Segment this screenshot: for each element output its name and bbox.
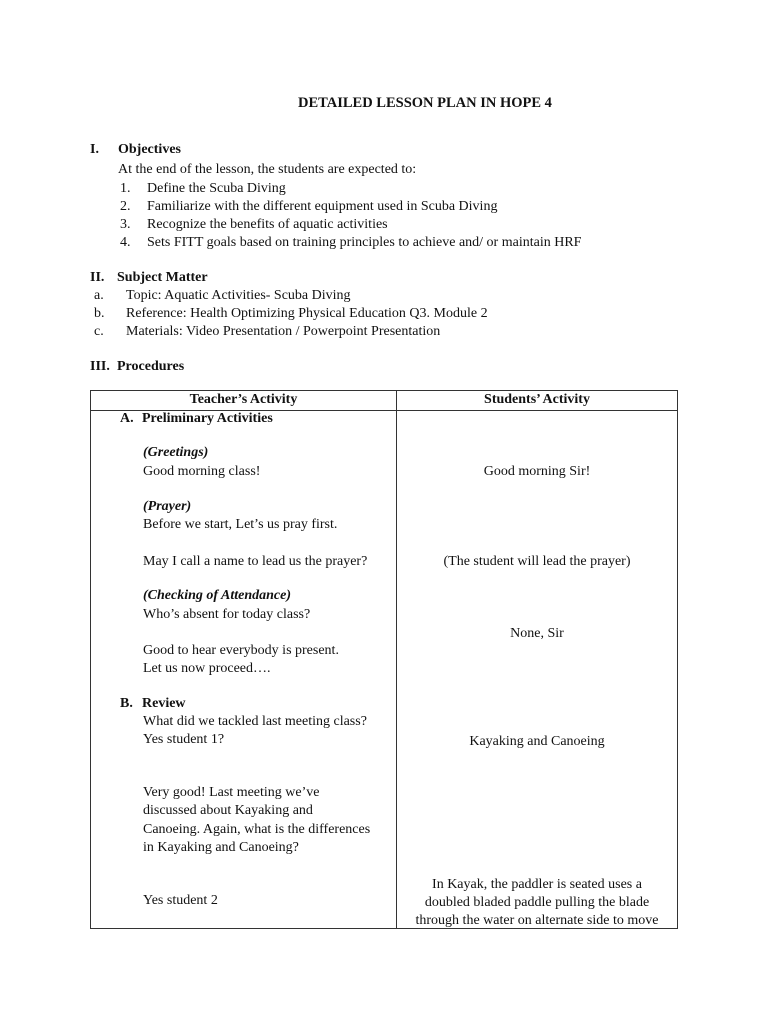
students-activity-header: Students’ Activity: [484, 392, 590, 407]
prayer-label: (Prayer): [143, 499, 192, 514]
prayer-teacher-line: Before we start, Let’s us pray first.: [143, 517, 338, 532]
procedures-heading: Procedures: [117, 359, 185, 374]
review-teacher-line: discussed about Kayaking and: [143, 803, 313, 818]
section-a-letter: A.: [120, 411, 134, 426]
review-teacher-line: What did we tackled last meeting class?: [143, 714, 367, 729]
objective-number: 4.: [120, 235, 131, 250]
prayer-teacher-line: May I call a name to lead us the prayer?: [143, 554, 368, 569]
review-student-response-line: doubled bladed paddle pulling the blade: [424, 895, 650, 910]
review-teacher-line: Yes student 2: [143, 893, 218, 908]
objective-number: 1.: [120, 181, 131, 196]
objectives-numeral: I.: [90, 142, 99, 157]
review-student-response: Kayaking and Canoeing: [469, 734, 605, 749]
subject-matter-heading: Subject Matter: [117, 270, 208, 285]
attendance-teacher-line: Who’s absent for today class?: [143, 607, 311, 622]
review-teacher-line: in Kayaking and Canoeing?: [143, 840, 299, 855]
review-teacher-line: Yes student 1?: [143, 732, 225, 747]
objectives-intro: At the end of the lesson, the students are expected to:: [118, 162, 417, 177]
teacher-activity-header: Teacher’s Activity: [189, 392, 298, 407]
objective-number: 3.: [120, 217, 131, 232]
review-student-response-line: through the water on alternate side to move: [415, 913, 659, 928]
greetings-student-response: Good morning Sir!: [483, 464, 591, 479]
objective-number: 2.: [120, 199, 131, 214]
attendance-teacher-line: Let us now proceed….: [143, 661, 271, 676]
review-teacher-line: Very good! Last meeting we’ve: [143, 785, 320, 800]
subject-letter: b.: [94, 306, 105, 321]
review-student-response-line: In Kayak, the paddler is seated uses a: [432, 877, 642, 892]
greetings-teacher-line: Good morning class!: [143, 464, 261, 479]
greetings-label: (Greetings): [143, 445, 209, 460]
objective-item: Sets FITT goals based on training principles to achieve and/ or maintain HRF: [147, 235, 582, 250]
subject-letter: a.: [94, 288, 104, 303]
objectives-heading: Objectives: [118, 142, 181, 157]
subject-item: Materials: Video Presentation / Powerpoint Presentation: [126, 324, 441, 339]
attendance-student-response: None, Sir: [510, 626, 564, 641]
procedures-table: [90, 390, 678, 929]
section-a-title: Preliminary Activities: [142, 411, 273, 426]
objective-item: Define the Scuba Diving: [147, 181, 286, 196]
prayer-student-response: (The student will lead the prayer): [443, 554, 631, 569]
objective-item: Familiarize with the different equipment used in Scuba Diving: [147, 199, 498, 214]
procedures-numeral: III.: [90, 359, 110, 374]
section-b-letter: B.: [120, 696, 133, 711]
review-teacher-line: Canoeing. Again, what is the differences: [143, 822, 371, 837]
subject-letter: c.: [94, 324, 104, 339]
objective-item: Recognize the benefits of aquatic activities: [147, 217, 388, 232]
subject-matter-numeral: II.: [90, 270, 105, 285]
section-b-title: Review: [142, 696, 186, 711]
subject-item: Topic: Aquatic Activities- Scuba Diving: [126, 288, 351, 303]
subject-item: Reference: Health Optimizing Physical Education Q3. Module 2: [126, 306, 488, 321]
attendance-label: (Checking of Attendance): [143, 588, 292, 603]
document-title: DETAILED LESSON PLAN IN HOPE 4: [298, 95, 552, 111]
attendance-teacher-line: Good to hear everybody is present.: [143, 643, 339, 658]
